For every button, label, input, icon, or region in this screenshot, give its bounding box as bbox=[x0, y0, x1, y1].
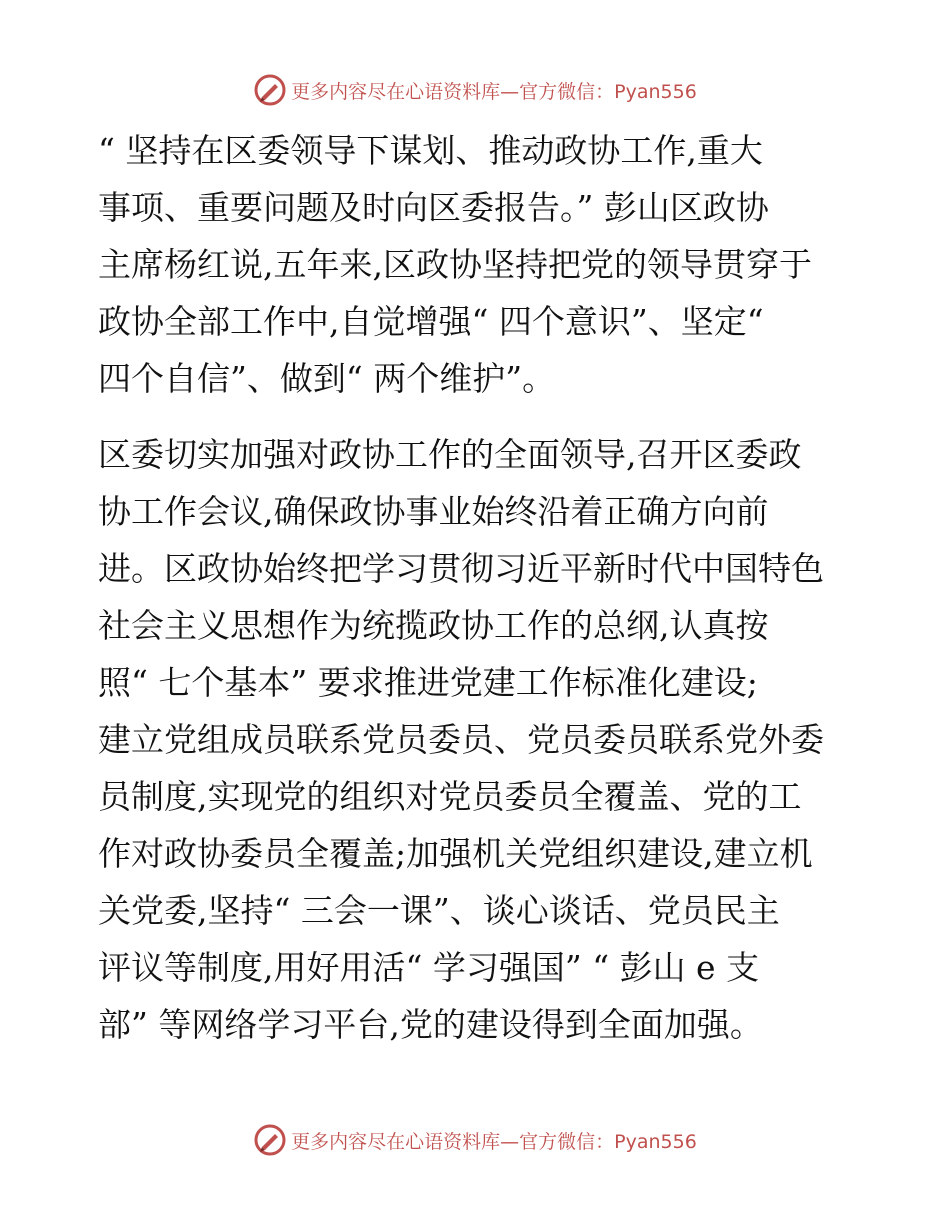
text-line: 照“ 七个基本” 要求推进党建工作标准化建设; bbox=[98, 663, 758, 702]
paragraph-2 bbox=[98, 426, 858, 1053]
pen-logo-icon bbox=[253, 1123, 287, 1157]
paragraph-1 bbox=[98, 122, 858, 407]
text-line: 建立党组成员联系党员委员、党员委员联系党外委 bbox=[98, 720, 824, 759]
text-line: 作对政协委员全覆盖;加强机关党组织建设,建立机 bbox=[98, 834, 813, 873]
text-line: 四个自信”、做到“ 两个维护”。 bbox=[98, 359, 556, 398]
text-line: 事项、重要问题及时向区委报告。” 彭山区政协 bbox=[98, 188, 769, 227]
header-watermark-text: 更多内容尽在心语资料库—官方微信：Pyan556 bbox=[291, 80, 697, 103]
pen-logo-icon bbox=[253, 73, 287, 107]
text-line: 社会主义思想作为统揽政协工作的总纲,认真按 bbox=[98, 606, 769, 645]
text-line: 部” 等网络学习平台,党的建设得到全面加强。 bbox=[98, 1005, 763, 1044]
text-line: 主席杨红说,五年来,区政协坚持把党的领导贯穿于 bbox=[98, 245, 812, 284]
footer-watermark bbox=[0, 1120, 950, 1160]
footer-watermark-text: 更多内容尽在心语资料库—官方微信：Pyan556 bbox=[291, 1130, 697, 1153]
text-line: 政协全部工作中,自觉增强“ 四个意识”、坚定“ bbox=[98, 302, 764, 341]
text-line: 关党委,坚持“ 三会一课”、谈心谈话、党员民主 bbox=[98, 891, 780, 930]
text-line: 员制度,实现党的组织对党员委员全覆盖、党的工 bbox=[98, 777, 802, 816]
text-line: 进。区政协始终把学习贯彻习近平新时代中国特色 bbox=[98, 549, 824, 588]
text-line: 协工作会议,确保政协事业始终沿着正确方向前 bbox=[98, 492, 769, 531]
text-line: 区委切实加强对政协工作的全面领导,召开区委政 bbox=[98, 435, 802, 474]
text-line: 评议等制度,用好用活“ 学习强国” “ 彭山 e 支 bbox=[98, 948, 760, 987]
text-line: “ 坚持在区委领导下谋划、推动政协工作,重大 bbox=[98, 131, 763, 170]
header-watermark bbox=[0, 70, 950, 110]
document-body bbox=[98, 122, 858, 1053]
